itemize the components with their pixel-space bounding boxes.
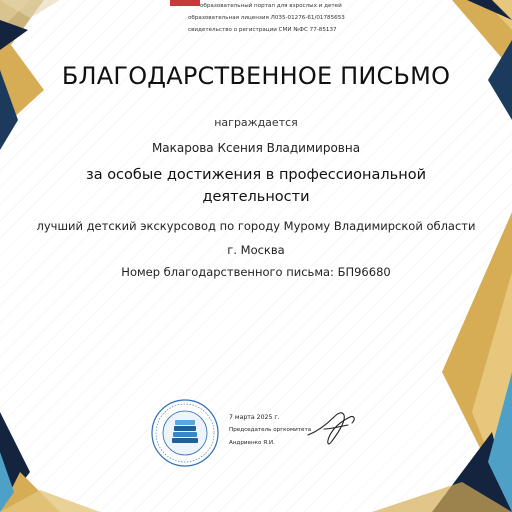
chairman-label: Председатель оргкомитета (229, 427, 312, 433)
header-info (188, 0, 448, 36)
certificate-number: Номер благодарственного письма: БП96680 (121, 265, 391, 279)
awarded-label: награждается (214, 116, 298, 129)
seal-stamp-icon (150, 398, 220, 472)
award-reason (0, 164, 512, 208)
license-line: образовательная лицензия Л035-01276-61/01785653 (188, 15, 345, 21)
award-description: лучший детский экскурсовод по городу Мурому Владимирской области (36, 219, 476, 233)
signature-block (229, 411, 311, 450)
portal-line: образовательный портал для взрослых и детей (200, 3, 342, 9)
certificate-title: БЛАГОДАРСТВЕННОЕ ПИСЬМО (61, 62, 451, 90)
issue-date: 7 марта 2025 г. (229, 414, 280, 421)
chairman-name: Андриенко Я.И. (229, 440, 275, 446)
bottom-right-corner-decoration (312, 212, 512, 512)
registration-line: свидетельство о регистрации СМИ №ФС 77-85137 (188, 27, 337, 33)
award-reason-line-1: за особые достижения в профессиональной (85, 167, 427, 183)
award-reason-line-2: деятельности (202, 189, 310, 205)
city: г. Москва (227, 243, 285, 257)
handwritten-signature (304, 405, 360, 453)
bottom-left-corner-decoration (0, 372, 140, 512)
recipient-name: Макарова Ксения Владимировна (151, 141, 361, 155)
